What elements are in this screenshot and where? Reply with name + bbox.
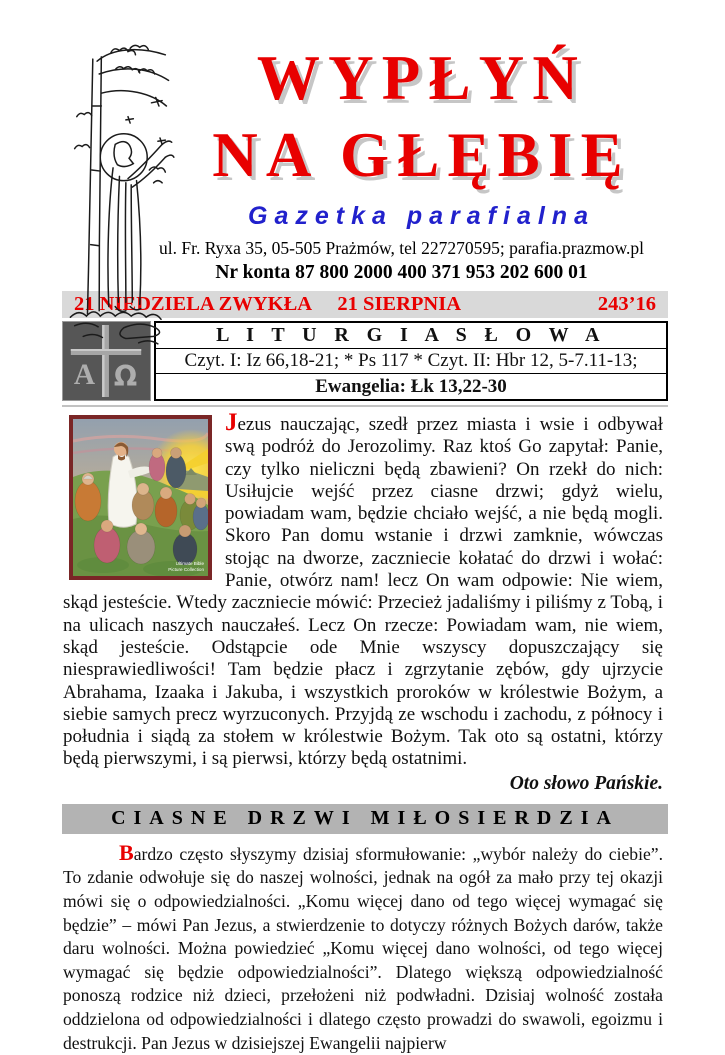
newsletter-title-line2: NA GŁĘBIĘ bbox=[212, 120, 631, 190]
issue-number: 243’16 bbox=[597, 293, 656, 315]
saint-under-tree-illustration bbox=[64, 42, 176, 360]
jesus-teaching-crowd-image bbox=[73, 419, 208, 576]
parish-address: ul. Fr. Ryxa 35, 05-505 Prażmów, tel 227270595; parafia.prazmow.pl bbox=[159, 238, 644, 258]
newsletter-subtitle: Gazetka parafialna bbox=[248, 202, 595, 230]
section-title: CIASNE DRZWI MIŁOSIERDZIA bbox=[62, 804, 668, 834]
svg-text:A: A bbox=[73, 358, 96, 392]
gospel-body: ezus nauczając, szedł przez miasta i wsie i odbywał swą podróż do Jerozolimy. Raz ktoś Go zapytał: Panie, czy tylko nieliczni będą zbawieni? On rzekł do nich: Usiłujcie wejść przez ciasne drzwi; gdyż wielu, powiadam wam, będzie chciało wejść, a nie będą mogli. Skoro Pan domu wstanie i drzwi zamknie, wówczas stojąc na dworze, zaczniecie kołatać do drzwi i wołać: Panie, otwórz nam! lecz On wam odpowie: Nie wiem, skąd jesteście. Wtedy zaczniecie mówić: Przecież jadaliśmy i piliśmy z Tobą, i na ulicach naszych nauczałeś. Lecz On rzecze: Powiadam wam, nie wiem, skąd jesteście. Odstąpcie ode Mnie wszyscy dopuszczający się niesprawiedliwości! Tam będzie płacz i zgrzytanie zębów, gdy ujrzycie Abrahama, Izaaka i Jakuba, i wszystkich proroków w królestwie Bożym, a siebie samych precz wyrzuconych. Przyjdą ze wschodu i zachodu, z północy i południa i siądą za stołem w królestwie Bożym. Tak oto są ostatni, którzy będą pierwszymi, i są pierwsi, którzy będą ostatnimi. bbox=[63, 414, 663, 770]
newsletter-title-line1: WYPŁYŃ bbox=[256, 43, 587, 113]
painting-credit-line1: Ultimate Bible bbox=[175, 561, 204, 566]
article-drop-cap: B bbox=[119, 839, 134, 865]
issue-sunday-label: 21 NIEDZIELA ZWYKŁA bbox=[74, 293, 313, 315]
liturgy-rows bbox=[154, 321, 668, 401]
bank-account-number: Nr konta 87 800 2000 400 371 953 202 600 01 bbox=[215, 262, 588, 283]
tree-line-art-icon bbox=[64, 42, 176, 362]
liturgy-readings: Czyt. I: Iz 66,18-21; * Ps 117 * Czyt. II: Hbr 12, 5-7.11-13; bbox=[156, 348, 666, 374]
masthead bbox=[0, 0, 725, 284]
issue-date: 21 SIERPNIA bbox=[337, 293, 462, 315]
svg-text:Ω: Ω bbox=[113, 359, 138, 394]
liturgy-title: L I T U R G I A S Ł O W A bbox=[216, 323, 606, 346]
article-body: ardzo często słyszymy dzisiaj sformułowanie: „wybór należy do ciebie”. To zdanie odwołuje się do naszej wolności, jednak na ogół za mało przy tej okazji mówi się o odpowiedzialności. „Komu więcej dano od tego więcej wymagać się będzie” – mówi Pan Jezus, a stwierdzenie to dotyczy różnych Bożych darów, także daru wolności. Można powiedzieć „Komu więcej dano wolności, od tego więcej wymagać się będzie odpowiedzialności”. Dlatego większą odpowiedzialność ponoszą rodzice niż dzieci, przełożeni niż podwładni. Dzisiaj wolność została oddzielona od odpowiedzialności i dlatego często prowadzi do swawoli, egoizmu i destrukcji. Pan Jezus w dzisiejszej Ewangelii najpierw bbox=[63, 843, 663, 1053]
liturgy-gospel-ref: Ewangelia: Łk 13,22-30 bbox=[156, 373, 666, 399]
gospel-sign-off: Oto słowo Pańskie. bbox=[509, 772, 663, 794]
article-text bbox=[63, 841, 663, 1055]
gospel-painting bbox=[69, 415, 212, 580]
gospel-drop-cap: J bbox=[225, 409, 238, 436]
painting-credit-line2: Picture Collection bbox=[168, 567, 204, 572]
gospel-section bbox=[63, 409, 663, 795]
masthead-text bbox=[159, 40, 663, 284]
separator-line bbox=[62, 405, 668, 407]
